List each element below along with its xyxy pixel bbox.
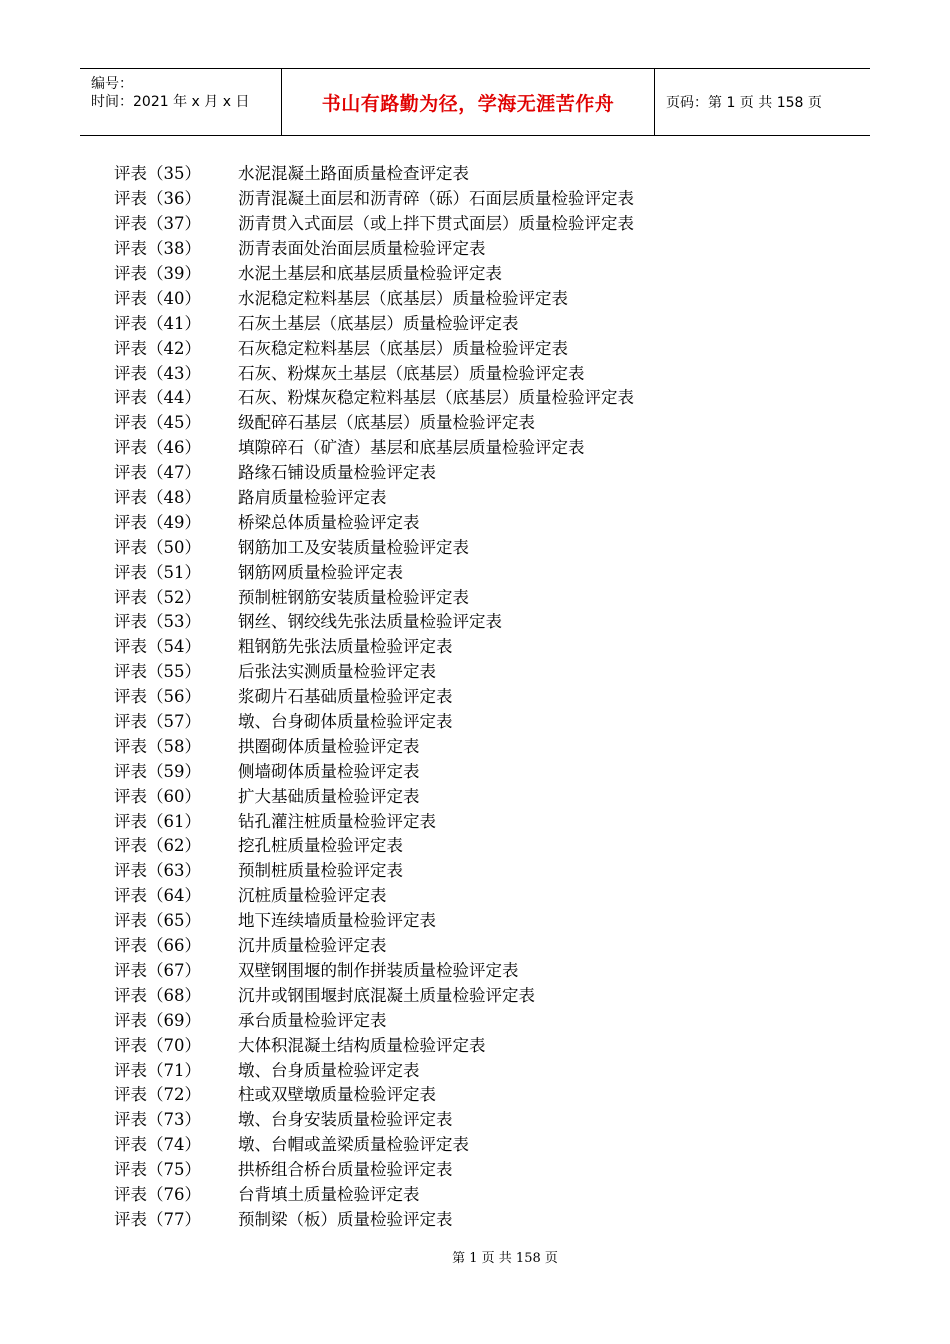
list-item	[114, 309, 814, 334]
form-code: 评表（64）	[114, 886, 201, 906]
form-title: 沉桩质量检验评定表	[238, 886, 387, 906]
form-title: 墩、台身砌体质量检验评定表	[238, 712, 453, 732]
document-number-label: 编号：	[91, 76, 133, 92]
form-code: 评表（39）	[114, 264, 201, 283]
list-item	[114, 882, 814, 907]
page-footer: 第 1 页 共 158 页	[452, 1251, 558, 1266]
form-code: 评表（44）	[114, 388, 201, 408]
list-item	[114, 658, 814, 683]
form-code: 评表（68）	[114, 985, 201, 1005]
form-title: 沉井或钢围堰封底混凝土质量检验评定表	[238, 985, 535, 1005]
form-title: 双壁钢围堰的制作拼装质量检验评定表	[238, 960, 519, 980]
form-title: 钢筋网质量检验评定表	[238, 562, 403, 582]
list-item	[114, 384, 814, 409]
list-item	[114, 359, 814, 384]
form-code: 评表（72）	[114, 1085, 201, 1105]
header-meta-cell	[80, 69, 282, 135]
list-item	[114, 160, 814, 185]
list-item	[114, 210, 814, 235]
list-item	[114, 807, 814, 832]
list-item	[114, 508, 814, 533]
form-title: 预制桩钢筋安装质量检验评定表	[238, 587, 469, 607]
list-item	[114, 907, 814, 932]
form-title: 钢丝、钢绞线先张法质量检验评定表	[238, 612, 502, 632]
form-code: 评表（62）	[114, 836, 201, 856]
form-title: 柱或双壁墩质量检验评定表	[238, 1085, 436, 1105]
form-code: 评表（73）	[114, 1110, 201, 1130]
page-header	[80, 68, 870, 136]
form-title: 钢筋加工及安装质量检验评定表	[238, 537, 469, 557]
form-code: 评表（58）	[114, 736, 201, 756]
form-code: 评表（42）	[114, 338, 201, 358]
form-code: 评表（56）	[114, 687, 201, 707]
form-title: 钻孔灌注桩质量检验评定表	[238, 811, 436, 831]
form-code: 评表（53）	[114, 612, 201, 632]
list-item	[114, 1031, 814, 1056]
list-item	[114, 1106, 814, 1131]
form-code: 评表（71）	[114, 1060, 201, 1080]
list-item	[114, 434, 814, 459]
form-code: 评表（41）	[114, 313, 201, 333]
header-motto-cell	[282, 69, 655, 135]
form-code: 评表（38）	[114, 239, 201, 259]
list-item	[114, 334, 814, 359]
form-code: 评表（54）	[114, 637, 201, 657]
form-title: 墩、台身安装质量检验评定表	[238, 1110, 453, 1130]
form-title: 路缘石铺设质量检验评定表	[238, 463, 436, 483]
form-title: 墩、台帽或盖梁质量检验评定表	[238, 1135, 469, 1155]
list-item	[114, 260, 814, 285]
form-title: 水泥土基层和底基层质量检验评定表	[238, 264, 502, 283]
form-code: 评表（48）	[114, 488, 201, 508]
form-title: 后张法实测质量检验评定表	[238, 662, 436, 682]
list-item	[114, 608, 814, 633]
form-code: 评表（35）	[114, 164, 201, 184]
list-item	[114, 1131, 814, 1156]
form-title: 拱圈砌体质量检验评定表	[238, 736, 420, 756]
form-code: 评表（49）	[114, 512, 201, 532]
list-item	[114, 957, 814, 982]
list-item	[114, 708, 814, 733]
form-title: 预制梁（板）质量检验评定表	[238, 1209, 453, 1229]
form-title: 路肩质量检验评定表	[238, 488, 387, 508]
form-title: 石灰、粉煤灰稳定粒料基层（底基层）质量检验评定表	[238, 388, 634, 408]
list-item	[114, 932, 814, 957]
form-code: 评表（40）	[114, 288, 201, 308]
form-code: 评表（37）	[114, 214, 201, 234]
form-code: 评表（57）	[114, 712, 201, 732]
list-item	[114, 782, 814, 807]
form-title: 大体积混凝土结构质量检验评定表	[238, 1035, 486, 1055]
form-title: 浆砌片石基础质量检验评定表	[238, 687, 453, 707]
form-title: 沥青贯入式面层（或上拌下贯式面层）质量检验评定表	[238, 214, 634, 234]
header-motto: 书山有路勤为径，学海无涯苦作舟	[321, 92, 615, 115]
form-code: 评表（67）	[114, 960, 201, 980]
list-item	[114, 484, 814, 509]
list-item	[114, 1181, 814, 1206]
list-item	[114, 857, 814, 882]
form-code: 评表（45）	[114, 413, 201, 433]
form-title: 沥青表面处治面层质量检验评定表	[238, 239, 486, 259]
form-code: 评表（61）	[114, 811, 201, 831]
list-item	[114, 732, 814, 757]
form-code: 评表（60）	[114, 786, 201, 806]
list-item	[114, 185, 814, 210]
form-title: 沥青混凝土面层和沥青碎（砾）石面层质量检验评定表	[238, 189, 634, 209]
form-title: 侧墙砌体质量检验评定表	[238, 761, 420, 781]
list-item	[114, 832, 814, 857]
list-item	[114, 683, 814, 708]
list-item	[114, 1056, 814, 1081]
form-title: 预制桩质量检验评定表	[238, 861, 403, 881]
form-code: 评表（47）	[114, 463, 201, 483]
form-title: 填隙碎石（矿渣）基层和底基层质量检验评定表	[238, 438, 585, 458]
list-item	[114, 757, 814, 782]
form-title: 石灰土基层（底基层）质量检验评定表	[238, 313, 519, 333]
form-title: 拱桥组合桥台质量检验评定表	[238, 1160, 453, 1180]
form-title: 粗钢筋先张法质量检验评定表	[238, 637, 453, 657]
form-title: 墩、台身质量检验评定表	[238, 1060, 420, 1080]
form-code: 评表（52）	[114, 587, 201, 607]
header-page-info: 页码：第 1 页 共 158 页	[666, 95, 822, 111]
form-title: 石灰、粉煤灰土基层（底基层）质量检验评定表	[238, 363, 585, 383]
form-code: 评表（69）	[114, 1010, 201, 1030]
form-list	[114, 160, 814, 1230]
list-item	[114, 533, 814, 558]
list-item	[114, 633, 814, 658]
form-code: 评表（63）	[114, 861, 201, 881]
form-title: 扩大基础质量检验评定表	[238, 786, 420, 806]
form-code: 评表（36）	[114, 189, 201, 209]
form-code: 评表（55）	[114, 662, 201, 682]
form-code: 评表（74）	[114, 1135, 201, 1155]
form-code: 评表（70）	[114, 1035, 201, 1055]
list-item	[114, 558, 814, 583]
form-title: 石灰稳定粒料基层（底基层）质量检验评定表	[238, 338, 568, 358]
form-title: 桥梁总体质量检验评定表	[238, 512, 420, 532]
form-title: 承台质量检验评定表	[238, 1010, 387, 1030]
list-item	[114, 284, 814, 309]
form-title: 水泥稳定粒料基层（底基层）质量检验评定表	[238, 288, 568, 308]
form-code: 评表（66）	[114, 936, 201, 956]
form-code: 评表（46）	[114, 438, 201, 458]
document-date-label: 时间：2021 年 x 月 x 日	[91, 94, 250, 110]
form-code: 评表（51）	[114, 562, 201, 582]
list-item	[114, 1081, 814, 1106]
form-title: 级配碎石基层（底基层）质量检验评定表	[238, 413, 535, 433]
form-code: 评表（65）	[114, 911, 201, 931]
form-title: 地下连续墙质量检验评定表	[238, 911, 436, 931]
list-item	[114, 1156, 814, 1181]
form-code: 评表（59）	[114, 761, 201, 781]
list-item	[114, 409, 814, 434]
form-title: 挖孔桩质量检验评定表	[238, 836, 403, 856]
form-title: 台背填土质量检验评定表	[238, 1184, 420, 1204]
form-code: 评表（76）	[114, 1184, 201, 1204]
list-item	[114, 1006, 814, 1031]
list-item	[114, 235, 814, 260]
form-code: 评表（77）	[114, 1209, 201, 1229]
form-code: 评表（50）	[114, 537, 201, 557]
form-title: 水泥混凝土路面质量检查评定表	[238, 164, 469, 184]
list-item	[114, 583, 814, 608]
list-item	[114, 981, 814, 1006]
form-code: 评表（43）	[114, 363, 201, 383]
form-code: 评表（75）	[114, 1160, 201, 1180]
form-title: 沉井质量检验评定表	[238, 936, 387, 956]
list-item	[114, 1205, 814, 1230]
list-item	[114, 459, 814, 484]
